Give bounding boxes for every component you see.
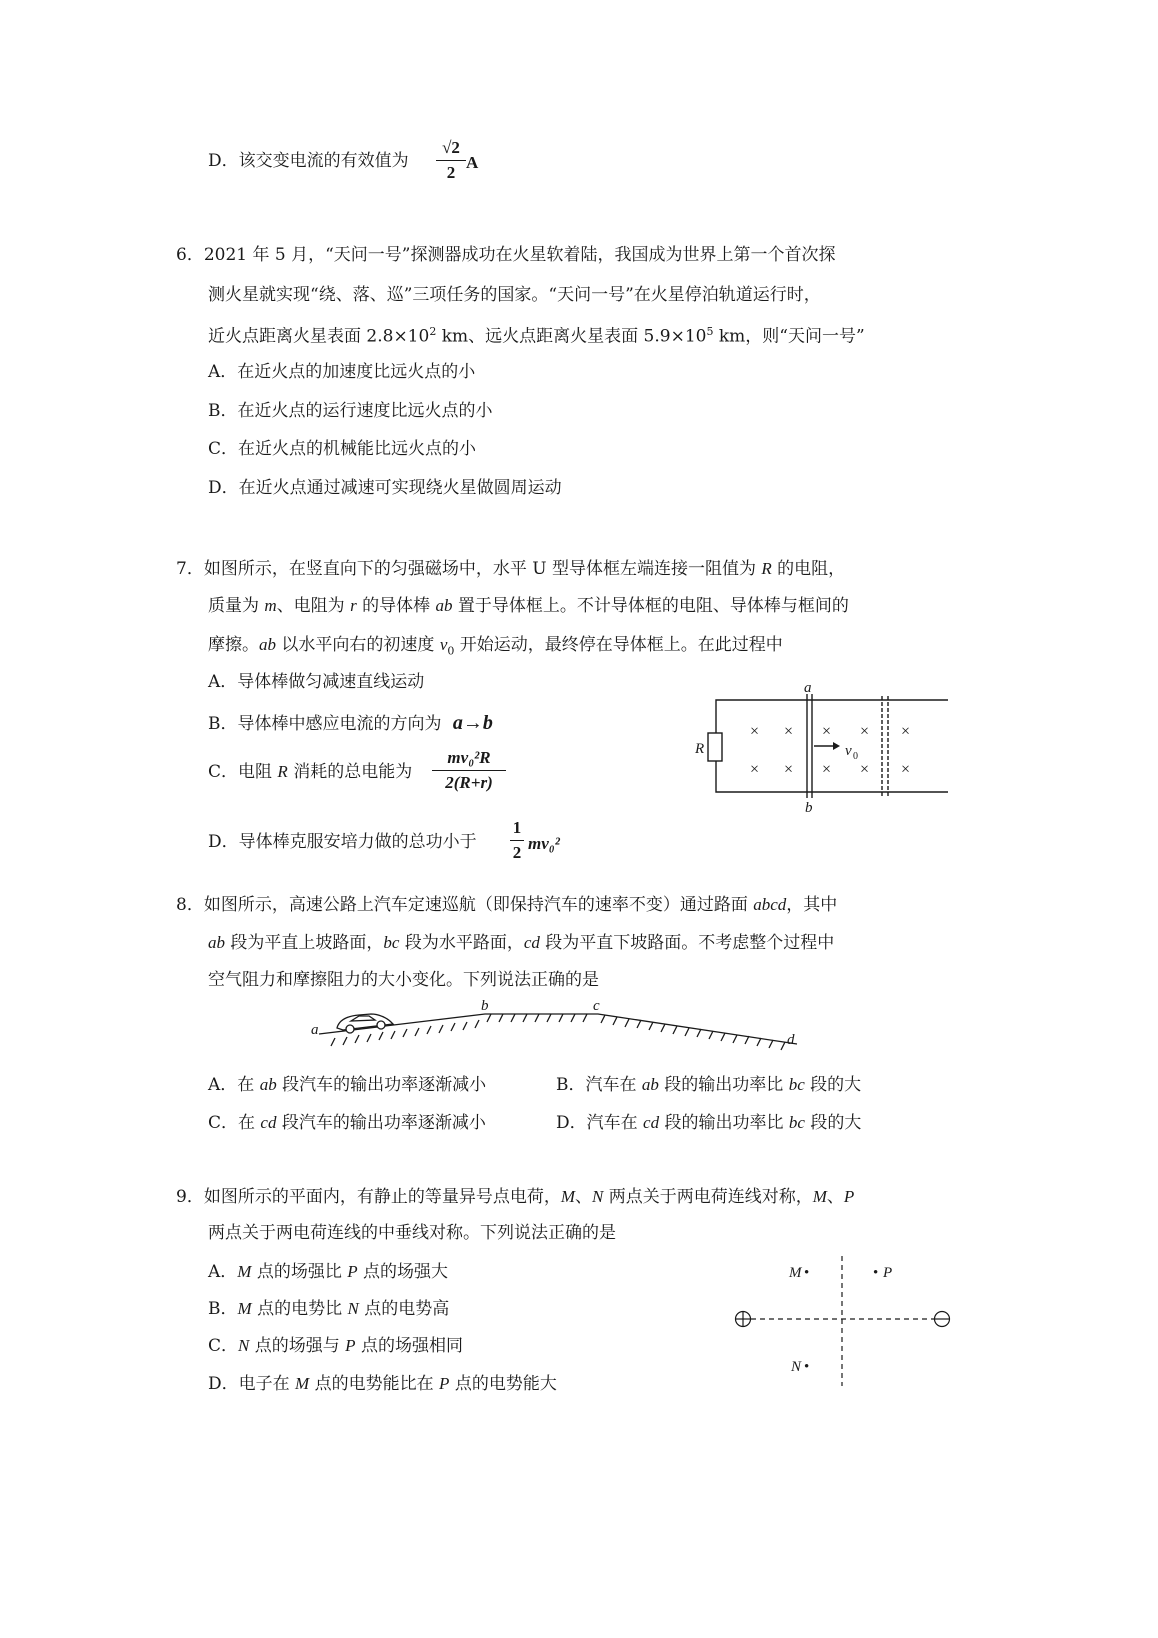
field-cross: × bbox=[784, 761, 794, 778]
q7-var-ab: ab bbox=[435, 596, 453, 615]
q9-var-N: N bbox=[592, 1187, 604, 1206]
q8-option-a bbox=[208, 1076, 486, 1094]
car-wheel bbox=[346, 1025, 354, 1033]
q7-option-c-fraction bbox=[432, 748, 506, 793]
q9-option-a-var1: M bbox=[237, 1262, 252, 1281]
q9-option-c-var1: N bbox=[238, 1336, 250, 1355]
q9-var-P: P bbox=[843, 1187, 855, 1206]
q7-option-d-den: 2 bbox=[512, 843, 522, 862]
q9-option-b-part2: 点的电势比 bbox=[251, 1299, 348, 1319]
q8-option-c bbox=[208, 1114, 486, 1132]
q8-option-d-var1: cd bbox=[643, 1113, 660, 1132]
q7-line1-part2: 的电阻， bbox=[771, 559, 846, 579]
q6-option-c: C．在近火点的机械能比远火点的小 bbox=[208, 439, 477, 459]
label-d: d bbox=[787, 1032, 795, 1048]
q9-option-b-part1: B． bbox=[208, 1299, 238, 1319]
q8-var-ab: ab bbox=[208, 933, 225, 952]
q7-option-b-math: a→b bbox=[452, 712, 493, 734]
field-cross: × bbox=[750, 761, 760, 778]
q7-option-b-text: B．导体棒中感应电流的方向为 bbox=[208, 714, 442, 734]
q8-option-d bbox=[556, 1114, 861, 1132]
resistor bbox=[708, 733, 722, 761]
q8-line1-part1: 8．如图所示，高速公路上汽车定速巡航（即保持汽车的速率不变）通过路面 bbox=[176, 895, 754, 915]
point-P: • bbox=[873, 1265, 879, 1281]
q9-sep: 、 bbox=[575, 1187, 592, 1207]
q6-sup2: 5 bbox=[706, 325, 714, 338]
q9-sep-2: 、 bbox=[826, 1187, 844, 1207]
field-cross: × bbox=[901, 761, 911, 778]
field-cross: × bbox=[860, 723, 870, 740]
q7-line2-part3: 的导体棒 bbox=[356, 596, 436, 616]
q9-option-d-part3: 点的电势能大 bbox=[449, 1374, 557, 1394]
q8-line2-part2: 段为水平路面， bbox=[399, 933, 524, 953]
q9-option-b-var2: N bbox=[347, 1299, 359, 1318]
q6-sup1: 2 bbox=[429, 325, 437, 338]
q7-var-v: v bbox=[439, 635, 448, 654]
field-cross: × bbox=[750, 723, 760, 740]
q8-line2-part3: 段为平直下坡路面。不考虑整个过程中 bbox=[539, 933, 835, 953]
q7-option-a: A．导体棒做匀减速直线运动 bbox=[208, 672, 425, 692]
car-wheel bbox=[377, 1021, 385, 1029]
q7-option-d-num: 1 bbox=[512, 818, 522, 837]
q7-circuit-figure bbox=[690, 680, 952, 816]
q9-charges-figure bbox=[728, 1252, 956, 1390]
q5-frac-num: √2 bbox=[442, 138, 460, 157]
q9-option-a-part3: 点的场强大 bbox=[357, 1262, 449, 1282]
q9-option-b-part3: 点的电势高 bbox=[358, 1299, 450, 1319]
q9-option-a-part2: 点的场强比 bbox=[251, 1262, 348, 1282]
q8-option-b-part3: 段的大 bbox=[804, 1075, 862, 1095]
field-cross: × bbox=[822, 761, 832, 778]
q7-line2-part1: 质量为 bbox=[208, 596, 265, 616]
q7-line2-part4: 置于导体框上。不计导体框的电阻、导体棒与框间的 bbox=[452, 596, 849, 616]
q9-option-c-part2: 点的场强与 bbox=[249, 1336, 346, 1356]
q9-option-a bbox=[208, 1263, 448, 1281]
label-M: M bbox=[789, 1265, 802, 1281]
q5-fraction bbox=[436, 138, 466, 183]
q7-var-r: r bbox=[350, 596, 357, 615]
q8-var-bc: bc bbox=[383, 933, 400, 952]
q9-option-d bbox=[208, 1375, 557, 1393]
q8-option-d-var2: bc bbox=[788, 1113, 805, 1132]
q7-line2-part2: 、电阻为 bbox=[276, 596, 351, 616]
q8-var-abcd: abcd bbox=[753, 895, 787, 914]
point-M: • bbox=[804, 1265, 810, 1281]
label-b: b bbox=[481, 998, 489, 1014]
q6-line3-part3: km，则“天问一号” bbox=[713, 326, 865, 347]
q7-line1-part1: 7．如图所示，在竖直向下的匀强磁场中，水平 U 型导体框左端连接一阻值为 bbox=[176, 559, 762, 579]
arrow-head bbox=[833, 742, 840, 750]
q8-option-b bbox=[556, 1076, 861, 1094]
q9-option-a-var2: P bbox=[347, 1262, 358, 1281]
q7-line3-part3: 开始运动，最终停在导体框上。在此过程中 bbox=[454, 635, 783, 655]
q5-option-d bbox=[208, 153, 409, 170]
q9-line1-part2: 两点关于两电荷连线对称， bbox=[603, 1187, 813, 1207]
q7-sub-0: 0 bbox=[447, 644, 455, 658]
q9-var-M: M bbox=[560, 1187, 575, 1206]
q7-stem-line1 bbox=[176, 560, 845, 578]
q7-stem-line3 bbox=[208, 636, 783, 656]
hatch-downhill bbox=[601, 1015, 785, 1050]
q9-option-d-var2: P bbox=[439, 1374, 450, 1393]
field-cross: × bbox=[901, 723, 911, 740]
q7-option-d-fraction bbox=[510, 818, 524, 863]
q7-var-ab-2: ab bbox=[259, 635, 276, 654]
q8-option-d-part1: D．汽车在 bbox=[556, 1113, 644, 1133]
q7-line3-part2: 以水平向右的初速度 bbox=[276, 635, 440, 655]
q9-option-a-part1: A． bbox=[208, 1262, 238, 1282]
q9-option-d-part1: D．电子在 bbox=[208, 1374, 296, 1394]
q6-option-a: A．在近火点的加速度比远火点的小 bbox=[208, 362, 476, 382]
q9-option-b bbox=[208, 1300, 449, 1318]
q7-stem-line2 bbox=[208, 597, 849, 615]
q7-option-c-den: 2(R+r) bbox=[445, 773, 493, 792]
q8-option-a-part1: A．在 bbox=[208, 1075, 260, 1095]
q9-option-d-part2: 点的电势能比在 bbox=[309, 1374, 440, 1394]
label-a: a bbox=[311, 1022, 319, 1038]
q7-option-c-part1: C．电阻 bbox=[208, 762, 278, 782]
label-N: N bbox=[791, 1359, 802, 1375]
q6-line3-part2: km、远火点距离火星表面 5.9×10 bbox=[436, 326, 707, 347]
q8-line1-part2: ，其中 bbox=[786, 895, 838, 915]
field-cross: × bbox=[860, 761, 870, 778]
q7-option-b bbox=[208, 713, 493, 733]
q7-line3-part1: 摩擦。 bbox=[208, 635, 259, 655]
q6-stem-line2: 测火星就实现“绕、落、巡”三项任务的国家。“天问一号”在火星停泊轨道运行时， bbox=[208, 285, 821, 305]
q8-stem-line3: 空气阻力和摩擦阻力的大小变化。下列说法正确的是 bbox=[208, 970, 599, 990]
label-v: v bbox=[845, 743, 852, 759]
q5-option-d-text: D．该交变电流的有效值为 bbox=[208, 151, 409, 171]
q8-option-b-var1: ab bbox=[641, 1075, 659, 1094]
q6-stem-line3 bbox=[208, 326, 865, 346]
label-a: a bbox=[804, 680, 812, 696]
label-P: P bbox=[883, 1265, 893, 1281]
point-N: • bbox=[804, 1359, 810, 1375]
q6-option-b: B．在近火点的运行速度比远火点的小 bbox=[208, 401, 493, 421]
q5-unit: A bbox=[466, 153, 479, 172]
q8-option-b-var2: bc bbox=[788, 1075, 805, 1094]
q8-option-d-part3: 段的大 bbox=[804, 1113, 862, 1133]
field-cross: × bbox=[822, 723, 832, 740]
q8-option-d-part2: 段的输出功率比 bbox=[659, 1113, 789, 1133]
q7-option-c-part2: 消耗的总电能为 bbox=[287, 762, 413, 782]
q9-var-M-2: M bbox=[812, 1187, 827, 1206]
q7-var-R: R bbox=[761, 559, 772, 578]
q8-line2-part1: 段为平直上坡路面， bbox=[225, 933, 384, 953]
q9-option-c-var2: P bbox=[345, 1336, 356, 1355]
q8-option-c-part2: 段汽车的输出功率逐渐减小 bbox=[276, 1113, 486, 1133]
q6-stem-line1: 6．2021 年 5 月，“天问一号”探测器成功在火星软着陆，我国成为世界上第一个首次探 bbox=[176, 245, 836, 265]
q7-option-c bbox=[208, 763, 412, 781]
fraction-bar bbox=[510, 840, 524, 841]
q9-stem-line1 bbox=[176, 1188, 854, 1206]
fraction-bar bbox=[432, 770, 506, 771]
road-surface bbox=[319, 1014, 797, 1044]
q7-option-c-num: mv₀²R bbox=[447, 748, 491, 767]
q6-line3-part1: 近火点距离火星表面 2.8×10 bbox=[208, 326, 430, 347]
hatch-flat bbox=[487, 1014, 587, 1022]
q8-stem-line1 bbox=[176, 896, 837, 914]
q8-road-figure bbox=[305, 994, 805, 1056]
q8-option-c-part1: C．在 bbox=[208, 1113, 261, 1133]
q8-option-b-part2: 段的输出功率比 bbox=[658, 1075, 789, 1095]
q8-option-a-part2: 段汽车的输出功率逐渐减小 bbox=[276, 1075, 487, 1095]
q8-var-cd: cd bbox=[523, 933, 540, 952]
q9-stem-line2: 两点关于两电荷连线的中垂线对称。下列说法正确的是 bbox=[208, 1223, 616, 1243]
label-v-sub: 0 bbox=[853, 751, 858, 762]
q7-var-m: m bbox=[264, 596, 277, 615]
q9-option-c-part3: 点的场强相同 bbox=[355, 1336, 463, 1356]
q7-option-d-tail: mv₀² bbox=[528, 834, 560, 853]
label-b: b bbox=[805, 800, 813, 816]
label-c: c bbox=[593, 998, 600, 1014]
field-cross: × bbox=[784, 723, 794, 740]
q9-option-b-var1: M bbox=[237, 1299, 252, 1318]
q9-option-c-part1: C． bbox=[208, 1336, 239, 1356]
q8-option-a-var: ab bbox=[259, 1075, 277, 1094]
q7-option-c-var-R: R bbox=[277, 762, 288, 781]
q5-frac-den: 2 bbox=[446, 163, 456, 182]
q7-option-d: D．导体棒克服安培力做的总功小于 bbox=[208, 832, 477, 852]
fraction-bar bbox=[436, 160, 466, 161]
q8-option-c-var: cd bbox=[260, 1113, 277, 1132]
label-R: R bbox=[695, 741, 705, 757]
q8-stem-line2 bbox=[208, 934, 834, 952]
q8-option-b-part1: B．汽车在 bbox=[556, 1075, 642, 1095]
q9-option-c bbox=[208, 1337, 463, 1355]
q9-option-d-var1: M bbox=[295, 1374, 310, 1393]
q9-line1-part1: 9．如图所示的平面内，有静止的等量异号点电荷， bbox=[176, 1187, 561, 1207]
q6-option-d: D．在近火点通过减速可实现绕火星做圆周运动 bbox=[208, 478, 562, 498]
